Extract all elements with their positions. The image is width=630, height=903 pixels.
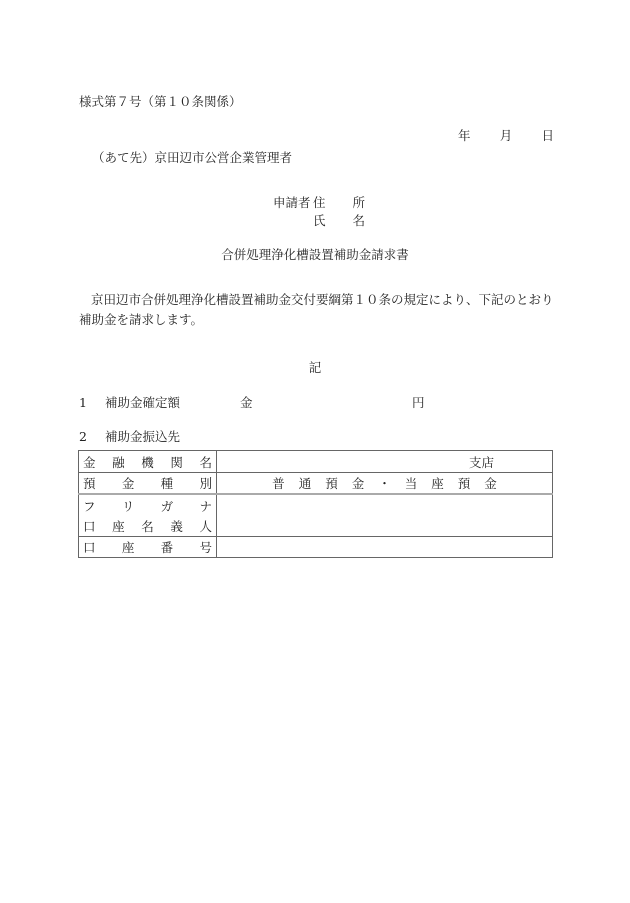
- amount-prefix: 金: [240, 395, 253, 410]
- table-row: [79, 537, 553, 558]
- body-text: 京田辺市合併処理浄化槽設置補助金交付要綱第１０条の規定により、下記のとおり補助金を請求します。: [79, 292, 554, 327]
- name-label: [313, 212, 365, 228]
- label-char: 口: [83, 518, 96, 534]
- label-char: 口: [83, 540, 96, 555]
- address-char: 所: [352, 194, 365, 210]
- deposit-char: ・: [378, 476, 391, 491]
- label-char: 金: [121, 476, 135, 491]
- deposit-char: 金: [484, 476, 497, 491]
- label-char: ナ: [199, 498, 212, 514]
- applicant-label: 申請者: [273, 194, 311, 210]
- item-label: 補助金振込先: [105, 429, 181, 444]
- label-char: 預: [83, 476, 96, 491]
- label-char: リ: [121, 498, 135, 514]
- deposit-char: 当: [404, 476, 418, 491]
- item-number: 1: [79, 395, 87, 410]
- address-char: 住: [313, 194, 326, 210]
- bank-account-table: [78, 450, 553, 558]
- financial-institution-value[interactable]: 支店: [217, 451, 553, 473]
- deposit-char: 通: [298, 476, 312, 491]
- deposit-type-value[interactable]: [217, 473, 553, 495]
- label-char: 座: [112, 518, 125, 534]
- label-char: 座: [121, 540, 135, 555]
- amount-suffix: 円: [412, 395, 425, 410]
- label-char: 別: [199, 476, 212, 491]
- label-char: 関: [170, 454, 183, 470]
- document-title: 合併処理浄化槽設置補助金請求書: [221, 247, 409, 262]
- year-label: 年: [458, 128, 471, 143]
- deposit-type-label: [79, 473, 217, 495]
- applicant-block: [273, 194, 365, 230]
- item-number: 2: [79, 429, 87, 444]
- financial-institution-label: [79, 451, 217, 473]
- deposit-char: 預: [457, 476, 471, 491]
- name-char: 名: [352, 212, 365, 228]
- account-number-label: [79, 537, 217, 558]
- date-line: [458, 130, 554, 143]
- account-holder-value[interactable]: [217, 494, 553, 537]
- table-row: [79, 494, 553, 537]
- label-char: ガ: [160, 498, 174, 514]
- deposit-char: 普: [272, 476, 285, 491]
- label-char: 人: [199, 518, 212, 534]
- deposit-char: 金: [351, 476, 365, 491]
- day-label: 日: [541, 128, 554, 143]
- address-label: [313, 194, 365, 210]
- label-char: 番: [160, 540, 174, 555]
- label-char: 金: [83, 454, 96, 470]
- label-char: 融: [112, 454, 125, 470]
- addressee: （あて先）京田辺市公営企業管理者: [92, 150, 293, 165]
- label-char: 名: [199, 454, 212, 470]
- month-label: 月: [499, 128, 513, 143]
- label-char: 義: [170, 518, 183, 534]
- label-char: 名: [141, 518, 154, 534]
- ki-heading: 記: [308, 360, 322, 375]
- account-number-value[interactable]: [217, 537, 553, 558]
- deposit-char: 座: [431, 476, 444, 491]
- label-char: 号: [199, 540, 212, 555]
- deposit-char: 預: [325, 476, 338, 491]
- table-row: [79, 473, 553, 495]
- label-char: 機: [141, 454, 154, 470]
- item-label: 補助金確定額: [105, 395, 181, 410]
- form-number: 様式第７号（第１０条関係）: [79, 94, 242, 109]
- label-char: フ: [83, 498, 96, 514]
- name-char: 氏: [313, 212, 326, 228]
- account-holder-label: [79, 494, 217, 537]
- label-char: 種: [160, 476, 174, 491]
- table-row: [79, 451, 553, 473]
